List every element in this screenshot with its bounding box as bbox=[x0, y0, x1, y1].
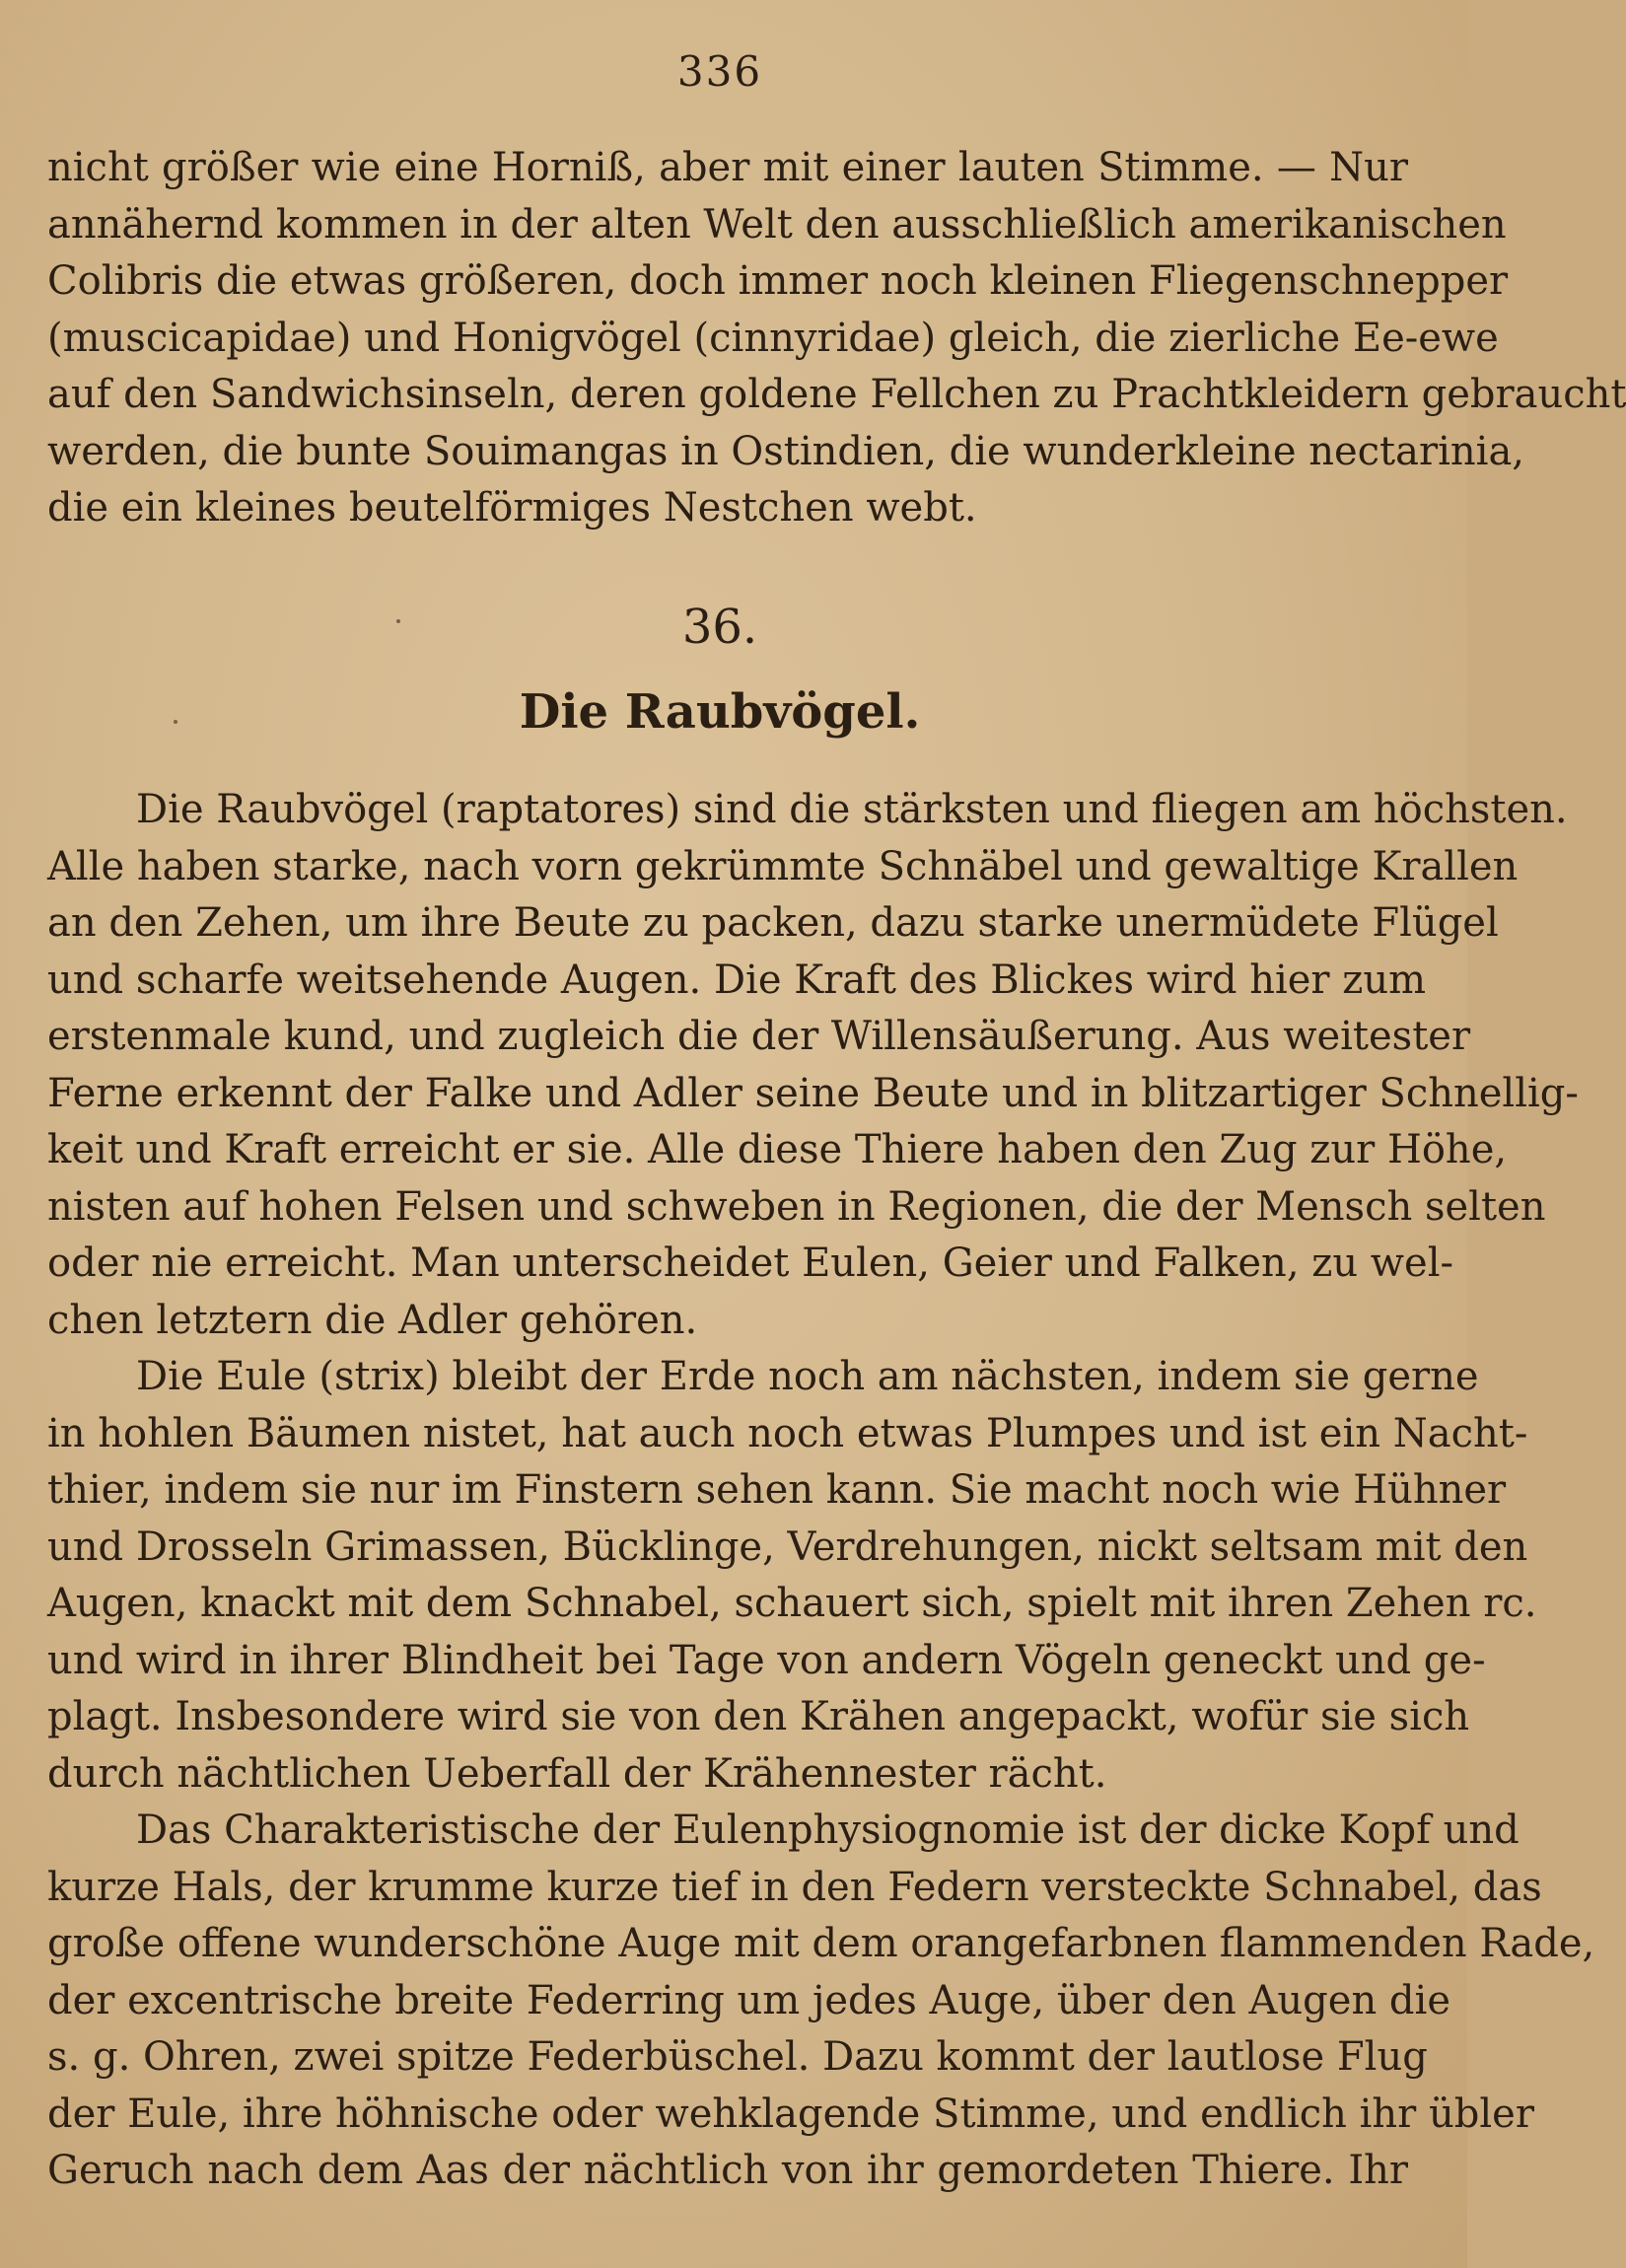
text-line: (muscicapidae) und Honigvögel (cinnyridae) gleich, die zierliche Ee-ewe bbox=[47, 315, 1499, 361]
text-line: chen letztern die Adler gehören. bbox=[47, 1297, 698, 1343]
text-line: kurze Hals, der krumme kurze tief in den Federn versteckte Schnabel, das bbox=[47, 1864, 1542, 1910]
text-line: Die Eule (strix) bleibt der Erde noch am nächsten, indem sie gerne bbox=[136, 1354, 1479, 1399]
text-line: der excentrische breite Federring um jedes Auge, über den Augen die bbox=[47, 1977, 1450, 2023]
text-line: Colibris die etwas größeren, doch immer noch kleinen Fliegenschnepper bbox=[47, 258, 1509, 304]
text-line: erstenmale kund, und zugleich die der Willensäußerung. Aus weitester bbox=[47, 1014, 1471, 1059]
section-number: 36. bbox=[681, 600, 758, 655]
section-title: Die Raubvögel. bbox=[519, 684, 921, 740]
text-line: thier, indem sie nur im Finstern sehen kann. Sie macht noch wie Hühner bbox=[47, 1467, 1507, 1513]
text-line: keit und Kraft erreicht er sie. Alle diese Thiere haben den Zug zur Höhe, bbox=[47, 1127, 1508, 1172]
text-line: die ein kleines beutelförmiges Nestchen webt. bbox=[47, 485, 977, 531]
text-line: s. g. Ohren, zwei spitze Federbüschel. Dazu kommt der lautlose Flug bbox=[47, 2034, 1428, 2080]
text-line: an den Zehen, um ihre Beute zu packen, dazu starke unermüdete Flügel bbox=[47, 900, 1499, 946]
continuation-paragraph bbox=[47, 140, 1626, 537]
text-line: Die Raubvögel (raptatores) sind die stärksten und fliegen am höchsten. bbox=[136, 787, 1568, 832]
text-line: nicht größer wie eine Horniß, aber mit einer lauten Stimme. — Nur bbox=[47, 145, 1408, 190]
text-line: und wird in ihrer Blindheit bei Tage von andern Vögeln geneckt und ge- bbox=[47, 1637, 1486, 1683]
paper-speck bbox=[174, 720, 177, 724]
text-line: und Drosseln Grimassen, Bücklinge, Verdrehungen, nickt seltsam mit den bbox=[47, 1524, 1528, 1570]
text-line: der Eule, ihre höhnische oder wehklagende Stimme, und endlich ihr übler bbox=[47, 2091, 1534, 2137]
paper-speck bbox=[396, 619, 400, 623]
text-line: in hohlen Bäumen nistet, hat auch noch etwas Plumpes und ist ein Nacht- bbox=[47, 1410, 1528, 1456]
page-number: 336 bbox=[676, 47, 763, 96]
text-line: große offene wunderschöne Auge mit dem orangefarbnen flammenden Rade, bbox=[47, 1921, 1595, 1966]
text-line: plagt. Insbesondere wird sie von den Krähen angepackt, wofür sie sich bbox=[47, 1694, 1470, 1739]
text-line: Alle haben starke, nach vorn gekrümmte Schnäbel und gewaltige Krallen bbox=[47, 843, 1519, 889]
text-line: durch nächtlichen Ueberfall der Krähennester rächt. bbox=[47, 1750, 1107, 1797]
text-line: werden, die bunte Souimangas in Ostindien, die wunderkleine nectarinia, bbox=[47, 428, 1525, 474]
section-body bbox=[47, 782, 1595, 2200]
text-line: Das Charakteristische der Eulenphysiognomie ist der dicke Kopf und bbox=[136, 1807, 1520, 1853]
text-line: Augen, knackt mit dem Schnabel, schauert sich, spielt mit ihren Zehen rc. bbox=[47, 1581, 1537, 1626]
text-line: annähernd kommen in der alten Welt den ausschließlich amerikanischen bbox=[47, 201, 1507, 248]
text-line: Ferne erkennt der Falke und Adler seine Beute und in blitzartiger Schnellig- bbox=[47, 1070, 1579, 1116]
text-line: nisten auf hohen Felsen und schweben in Regionen, die der Mensch selten bbox=[47, 1183, 1546, 1230]
text-line: oder nie erreicht. Man unterscheidet Eulen, Geier und Falken, zu wel- bbox=[47, 1240, 1454, 1286]
text-line: Geruch nach dem Aas der nächtlich von ihr gemordeten Thiere. Ihr bbox=[47, 2148, 1408, 2193]
text-line: auf den Sandwichsinseln, deren goldene Fellchen zu Prachtkleidern gebraucht bbox=[47, 372, 1626, 417]
text-line: und scharfe weitsehende Augen. Die Kraft des Blickes wird hier zum bbox=[47, 957, 1427, 1003]
